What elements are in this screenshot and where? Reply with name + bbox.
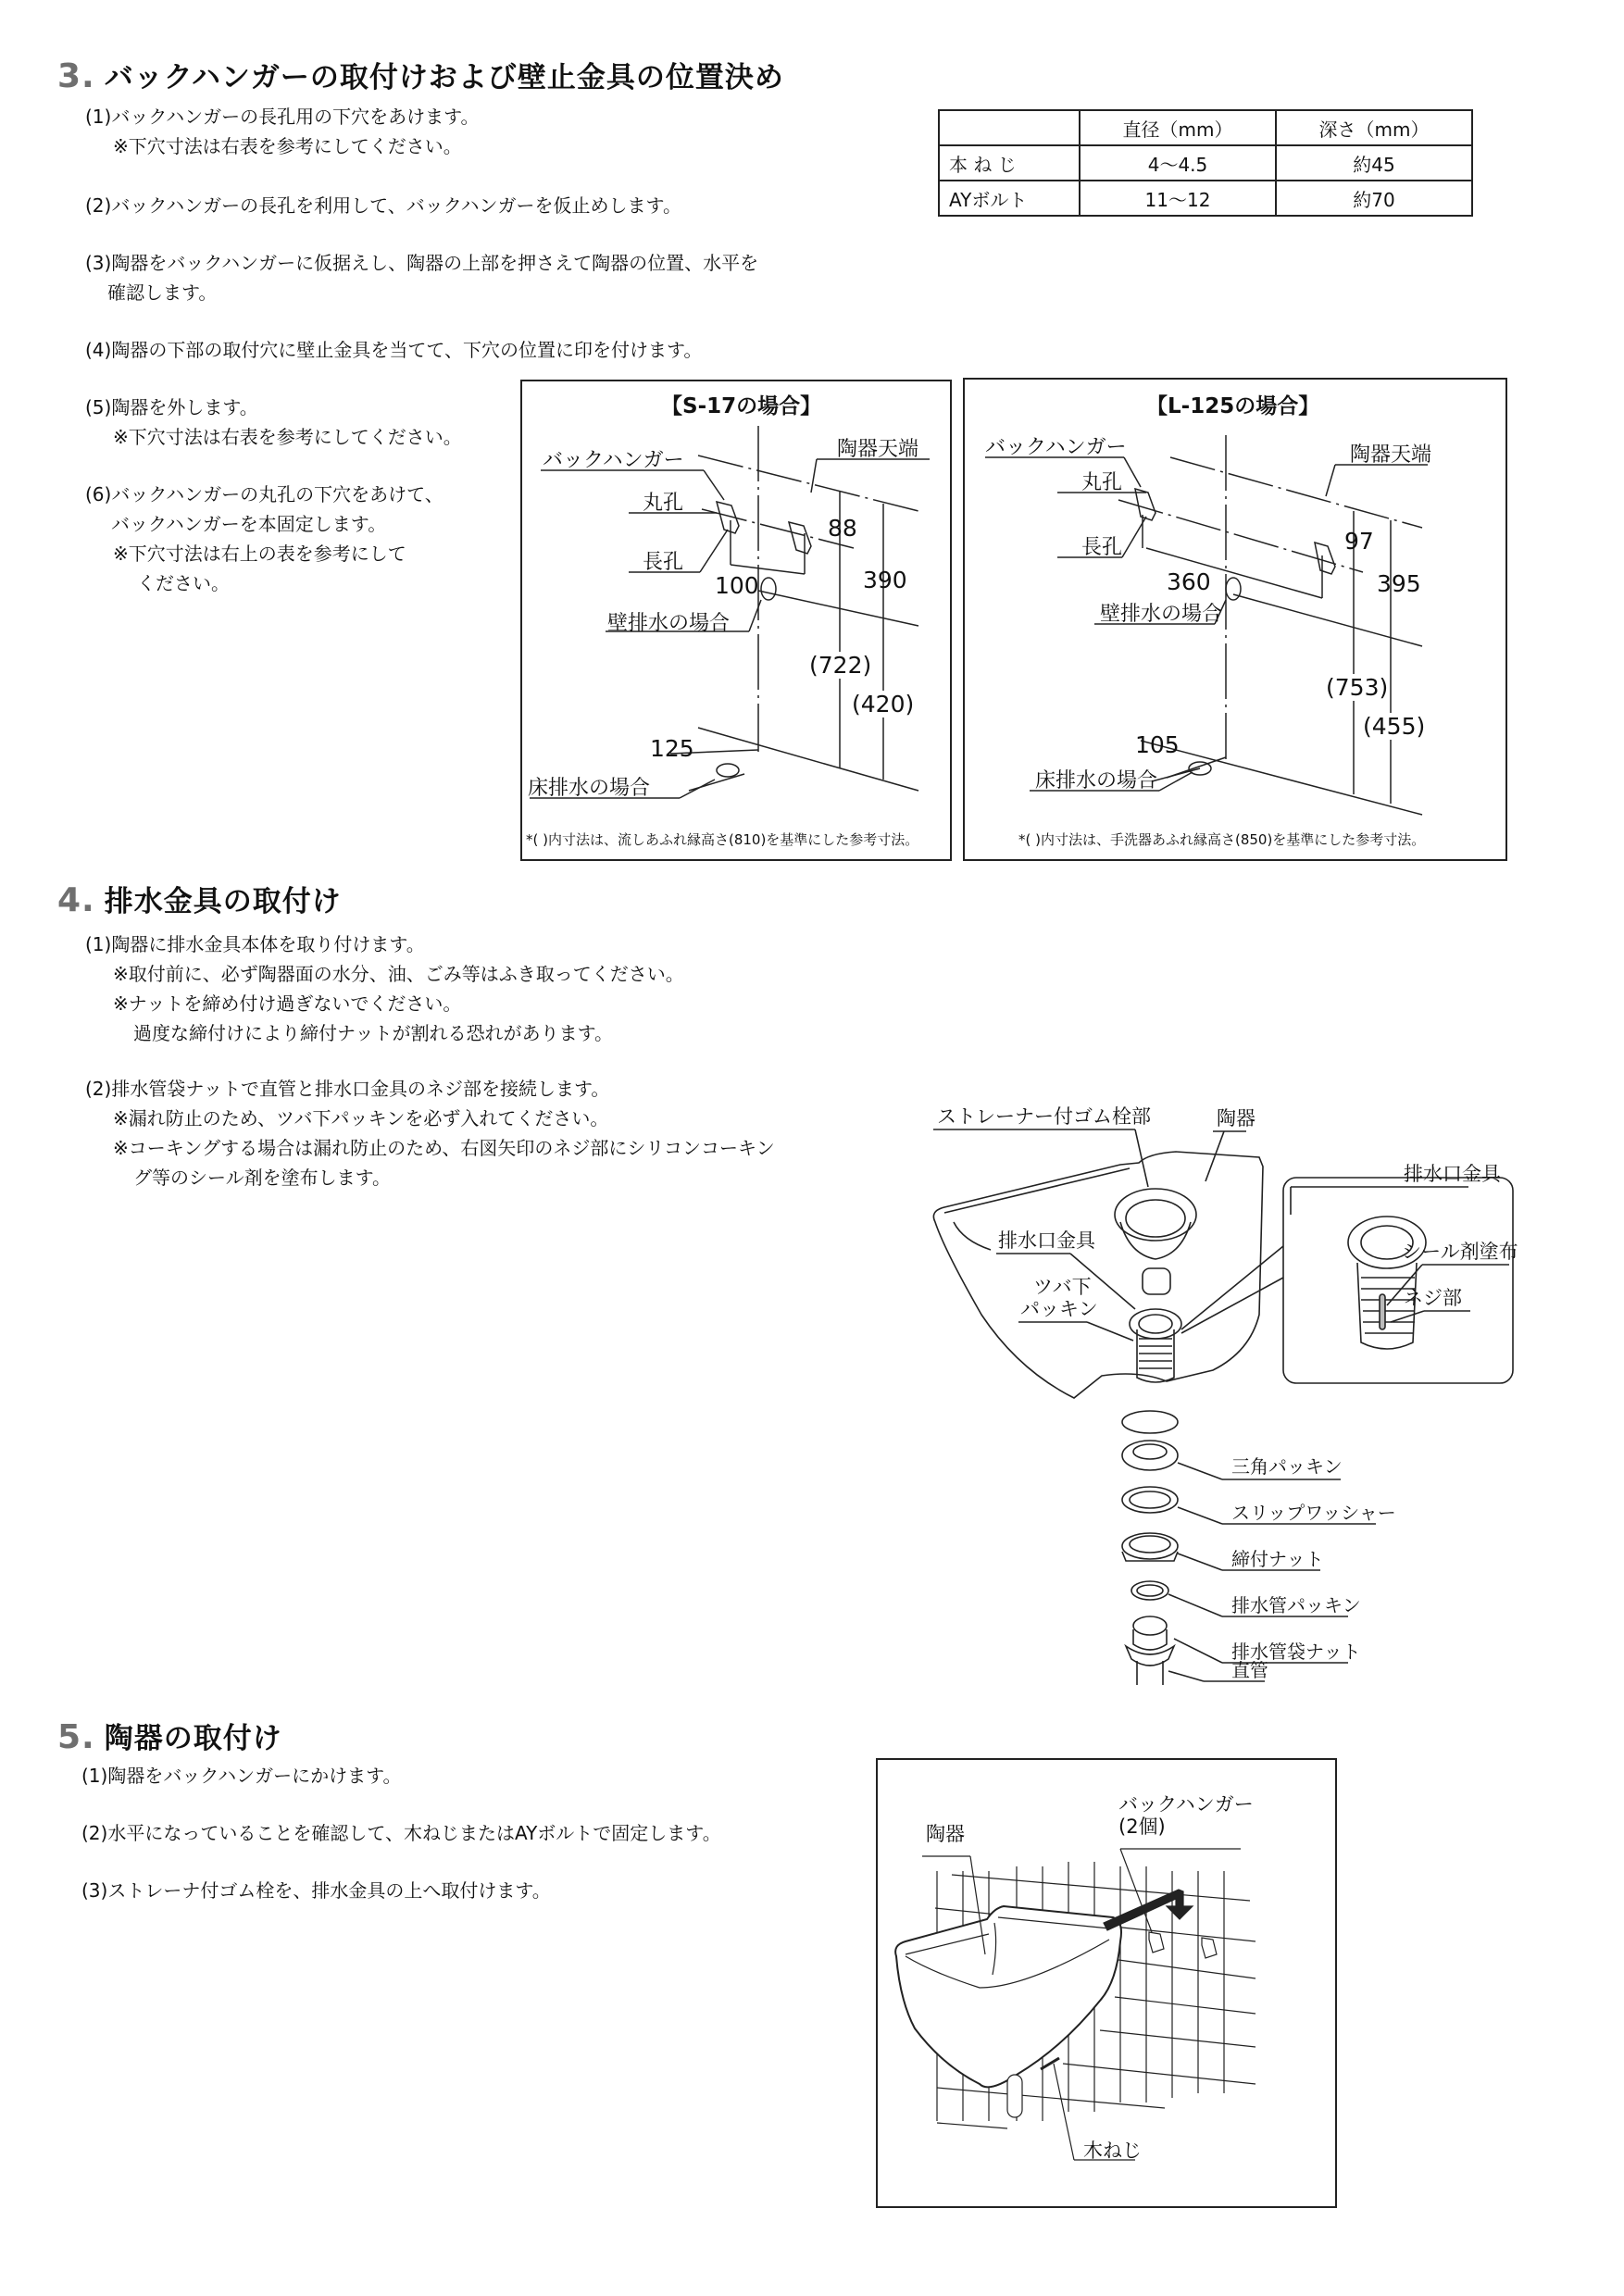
s17-round-hole-label: 丸孔 xyxy=(643,492,684,515)
table-header-row xyxy=(939,110,1472,145)
step-text: バックハンガーの丸孔の下穴をあけて、 xyxy=(111,483,443,505)
step-number: (6) xyxy=(85,483,112,505)
section-3-heading xyxy=(57,54,784,95)
table-cell: 11〜12 xyxy=(1080,181,1276,216)
step-3-3 xyxy=(85,248,758,307)
step-number: (1) xyxy=(81,1765,108,1787)
step-note: グ等のシール剤を塗布します。 xyxy=(133,1167,391,1189)
part-tightening-nut: 締付ナット xyxy=(1231,1548,1324,1570)
diagram-l125 xyxy=(963,378,1507,861)
section-4-heading xyxy=(57,878,342,919)
step-5-2 xyxy=(81,1818,721,1848)
s17-floor-drain-label: 床排水の場合 xyxy=(528,777,651,800)
section-number: 5. xyxy=(57,1718,95,1756)
s17-dim-390: 390 xyxy=(863,567,907,593)
step-number: (5) xyxy=(85,396,112,418)
part-drain-pipe-packing: 排水管パッキン xyxy=(1231,1594,1361,1616)
l125-top-edge-label: 陶器天端 xyxy=(1350,443,1432,467)
step-note: ※ナットを締め付け過ぎないでください。 xyxy=(113,992,462,1015)
part-slip-washer: スリップワッシャー xyxy=(1231,1502,1396,1524)
section-number: 3. xyxy=(57,57,95,95)
step-text: バックハンガーの長孔を利用して、バックハンガーを仮止めします。 xyxy=(111,194,681,217)
mount-count-label: (2個) xyxy=(1118,1816,1166,1838)
part-drain-pipe-cap-nut: 排水管袋ナット xyxy=(1231,1641,1361,1663)
l125-wall-drain-label: 壁排水の場合 xyxy=(1100,603,1223,626)
l125-title: 【L-125の場合】 xyxy=(1146,394,1320,418)
step-note: ※コーキングする場合は漏れ防止のため、右図矢印のネジ部にシリコンコーキン xyxy=(113,1137,775,1159)
section-title: バックハンガーの取付けおよび壁止金具の位置決め xyxy=(104,61,784,94)
step-5-1 xyxy=(81,1761,402,1791)
table-cell: 約70 xyxy=(1276,181,1472,216)
strainer-label: ストレーナー付ゴム栓部 xyxy=(937,1105,1151,1128)
step-number: (4) xyxy=(85,339,112,361)
step-note: ※漏れ防止のため、ツバ下パッキンを必ず入れてください。 xyxy=(113,1107,609,1129)
l125-floor-drain-label: 床排水の場合 xyxy=(1035,769,1158,792)
table-row xyxy=(939,181,1472,216)
wood-screw-label: 木ねじ xyxy=(1083,2140,1142,2162)
step-note: ※取付前に、必ず陶器面の水分、油、ごみ等はふき取ってください。 xyxy=(113,963,684,985)
step-number: (2) xyxy=(85,1078,112,1100)
flange-packing-label-2: パッキン xyxy=(1020,1298,1098,1320)
ceramic-label: 陶器 xyxy=(1217,1107,1255,1129)
step-number: (2) xyxy=(81,1822,108,1844)
section-title: 陶器の取付け xyxy=(104,1722,282,1755)
step-number: (2) xyxy=(85,194,112,217)
table-header-cell xyxy=(939,110,1080,145)
section-title: 排水金具の取付け xyxy=(104,885,342,918)
step-text: 排水管袋ナットで直管と排水口金具のネジ部を接続します。 xyxy=(111,1078,610,1100)
part-triangle-packing: 三角パッキン xyxy=(1231,1455,1343,1478)
section-5-heading xyxy=(57,1715,282,1756)
drain-assembly-diagram xyxy=(917,1092,1528,1685)
step-3-6 xyxy=(85,480,443,598)
step-note: ※下穴寸法は右表を参考にしてください。 xyxy=(113,135,462,157)
s17-footnote: *( )内寸法は、流しあふれ縁高さ(810)を基準にした参考寸法。 xyxy=(526,831,919,848)
part-straight-pipe: 直管 xyxy=(1231,1659,1268,1681)
l125-dim-753: (753) xyxy=(1326,674,1389,701)
l125-dim-395: 395 xyxy=(1377,570,1421,597)
s17-dim-420: (420) xyxy=(852,691,915,718)
s17-dim-100: 100 xyxy=(715,572,759,599)
step-note-cont: ください。 xyxy=(137,572,230,594)
l125-long-hole-label: 長孔 xyxy=(1081,536,1123,559)
step-text-cont: バックハンガーを本固定します。 xyxy=(111,513,387,535)
thread-label: ネジ部 xyxy=(1404,1287,1462,1309)
diagram-s17 xyxy=(520,380,952,861)
pilot-hole-table xyxy=(938,109,1473,217)
table-row xyxy=(939,145,1472,181)
s17-back-hanger-label: バックハンガー xyxy=(543,449,684,472)
mount-back-hanger-label: バックハンガー xyxy=(1118,1793,1254,1816)
step-text: 水平になっていることを確認して、木ねじまたはAYボルトで固定します。 xyxy=(107,1822,721,1844)
mount-ceramic-label: 陶器 xyxy=(926,1823,965,1845)
step-note: 過度な締付けにより締付ナットが割れる恐れがあります。 xyxy=(133,1022,613,1044)
flange-packing-label-1: ツバ下 xyxy=(1033,1276,1092,1298)
l125-dim-105: 105 xyxy=(1135,731,1180,758)
s17-long-hole-label: 長孔 xyxy=(643,551,684,574)
step-3-2 xyxy=(85,191,681,220)
step-number: (1) xyxy=(85,933,112,955)
step-5-3 xyxy=(81,1876,551,1905)
table-cell: 本 ね じ xyxy=(939,145,1080,181)
step-number: (3) xyxy=(85,252,112,274)
drain-fitting-label: 排水口金具 xyxy=(998,1229,1095,1252)
step-text: 陶器の下部の取付穴に壁止金具を当てて、下穴の位置に印を付けます。 xyxy=(111,339,703,361)
table-cell: 4〜4.5 xyxy=(1080,145,1276,181)
s17-title: 【S-17の場合】 xyxy=(661,394,822,418)
ceramic-mounting-diagram xyxy=(876,1758,1337,2208)
l125-back-hanger-label: バックハンガー xyxy=(985,436,1127,459)
step-3-1 xyxy=(85,102,480,161)
step-text: ストレーナ付ゴム栓を、排水金具の上へ取付けます。 xyxy=(107,1879,551,1902)
l125-dim-360: 360 xyxy=(1167,568,1211,595)
step-text: 陶器をバックハンガーに仮据えし、陶器の上部を押さえて陶器の位置、水平を xyxy=(111,252,759,274)
table-header-cell: 深さ（mm） xyxy=(1276,110,1472,145)
step-note: ※下穴寸法は右表を参考にしてください。 xyxy=(113,426,462,448)
step-4-1 xyxy=(85,930,684,1048)
table-cell: 約45 xyxy=(1276,145,1472,181)
section-number: 4. xyxy=(57,881,95,919)
step-text: 陶器を外します。 xyxy=(111,396,258,418)
step-text-cont: 確認します。 xyxy=(107,281,218,304)
step-text: バックハンガーの長孔用の下穴をあけます。 xyxy=(111,106,480,128)
s17-dim-125: 125 xyxy=(650,735,694,762)
step-3-5 xyxy=(85,393,462,452)
s17-dim-88: 88 xyxy=(828,515,857,542)
table-header-cell: 直径（mm） xyxy=(1080,110,1276,145)
step-text: 陶器に排水金具本体を取り付けます。 xyxy=(111,933,425,955)
sealant-label: シール剤塗布 xyxy=(1402,1241,1518,1263)
step-text: 陶器をバックハンガーにかけます。 xyxy=(107,1765,402,1787)
step-number: (1) xyxy=(85,106,112,128)
s17-wall-drain-label: 壁排水の場合 xyxy=(607,612,731,635)
s17-top-edge-label: 陶器天端 xyxy=(837,438,919,461)
s17-dim-722: (722) xyxy=(809,652,872,679)
step-4-2 xyxy=(85,1074,775,1192)
detail-drain-fitting-label: 排水口金具 xyxy=(1404,1163,1501,1185)
l125-dim-97: 97 xyxy=(1344,528,1374,555)
step-note: ※下穴寸法は右上の表を参考にして xyxy=(113,543,406,565)
step-3-4 xyxy=(85,335,702,365)
l125-round-hole-label: 丸孔 xyxy=(1081,471,1123,494)
step-number: (3) xyxy=(81,1879,108,1902)
table-cell: AYボルト xyxy=(939,181,1080,216)
l125-dim-455: (455) xyxy=(1363,713,1426,740)
l125-footnote: *( )内寸法は、手洗器あふれ縁高さ(850)を基準にした参考寸法。 xyxy=(1018,831,1426,848)
